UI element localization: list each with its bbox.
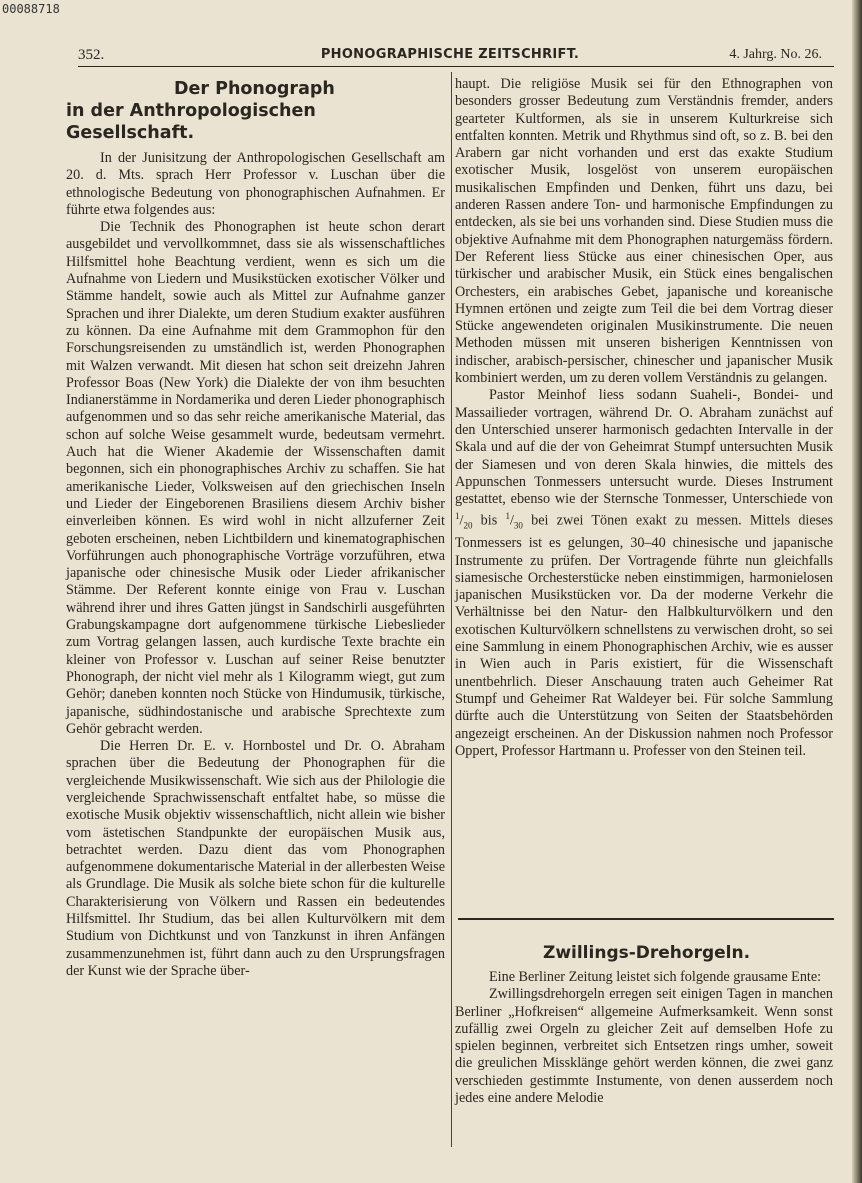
left-column [66, 78, 445, 980]
article1-paragraph-technik: Die Technik des Phonographen ist heute schon derart ausgebildet und vervollkommnet, dass sie als wissenschaftliches Hilfsmittel hohe Beachtung verdient, wenn es sich um die Aufnahme von Liedern und Musikstücken exotischer Völker und Stämme handelt, sowie auch als Mittel zur Aufnahme ganzer Sprachen und ihrer Dialekte, um deren Studium exakter ausführen zu können. Da eine Aufnahme mit dem Grammophon für den Forschungsreisenden zu umständlich ist, werden Phonographen mit Walzen verwandt. Mit diesen hat schon seit dreizehn Jahren Professor Boas (New York) die Dialekte der von ihm besuchten Indianerstämme in Nordamerika und deren Lieder phonographisch aufgenommen und so das sehr reiche amerikanische Material, das schon auf solche Weise gesammelt wurde, bedeutsam vermehrt. Auch hat die Wiener Akademie der Wissenschaften damit begonnen, sich ein phonographisches Archiv zu schaffen. Sie hat amerikanische Lieder, Volksweisen auf den griechischen Inseln und Lieder der Eingeborenen Brasiliens diesem Archiv bisher einverleiben können. Es wird wohl in nicht allzuferner Zeit geboten erscheinen, neben Lichtbildern und kinematographischen Vorführungen auch phonographische Vorträge vorzuführen, etwa japanische oder chinesische Musik oder Lieder afrikanischer Stämme. Der Referent konnte einige von Frau v. Luschan während ihrer und ihres Gatten jüngst in Sandschirli ausgeführten Grabungskampagne dort aufgenommene türkische Liebeslieder zum Vortrag gelangen lassen, auch kurdische Texte brachte ein kleiner von Professor v. Luschan auf seiner Reise benutzter Phonograph, der nicht viel mehr als 1 Kilogramm wiegt, gut zum Gehör; daneben konnten noch Stücke von Hindumusik, türkische, japanische, südhindostanische und arabische Sprechtexte zum Gehör gebracht werden. [66, 219, 445, 737]
header-rule [78, 66, 834, 67]
page-number: 352. [78, 47, 105, 63]
fraction1-numerator: 1 [455, 511, 460, 522]
fraction2-denominator: 30 [513, 520, 523, 531]
page-edge [852, 0, 862, 1183]
article1-paragraph-hornbostel: Die Herren Dr. E. v. Hornbostel und Dr. O. Abraham sprachen über die Bedeutung der Phonographen für die vergleichende Musikwissenschaft. Wie sich aus der Philologie die vergleichende Sprachwissenschaft entfaltet habe, so müsse die exotische Musik objektiv wissenschaftlich, nicht allein wie bisher vom ästetischen Standpunkte der europäischen Musik aus, betrachtet werden. Dazu dient das vom Phonographen aufgenommene dokumentarische Material in der allerbesten Weise als Grundlage. Die Musik als solche biete schon für die kulturelle Charakterisierung von Völkern und Rassen ein bedeutendes Hilfsmittel. Ihr Studium, das bei allen Kulturvölkern mit dem Studium von Dichtkunst und von Tanzkunst in ihren Anfängen zusammenzunehmen ist, führt dann auch zu den Ursprungsfragen der Kunst wie der Sprache über- [66, 738, 445, 979]
right-column [455, 76, 833, 760]
article2-separator [458, 918, 834, 920]
article1-paragraph-meinhof: Pastor Meinhof liess sodann Suaheli-, Bondei- und Massailieder vortragen, während Dr. O. Abraham zunächst auf den Unterschied unserer harmonisch gedachten Intervalle in der Skala und auf die der von Geheimrat Stumpf untersuchten Musik der Siamesen und von deren Skala hinwies, die mittels des Appunschen Tonmessers untersucht wurde. Dieses Instrument gestattet, ebenso wie der Sternsche Tonmesser, Unterschiede von $^1/_{20}$ bis $^1/_{30}$ bei zwei Tönen exakt zu messen. Mittels dieses Tonmessers ist es gelungen, 30–40 chinesische und japanische Instrumente zu prüfen. Der Vortragende führte nun gleichfalls siamesische Orchesterstücke neben einstimmigen, harmonielosen japanischen Musikstücken vor. Da der moderne Verkehr die Verhältnisse bei den Natur- den Halbkulturvölkern und den exotischen Kulturvölkern schnellstens zu verwischen droht, so sei eine Sammlung in einem Phonographischen Archiv, wie es ausser in Wien auch in Paris existiert, für die Wissenschaft unentbehrlich. Dieser Anschauung traten auch Geheimer Rat Stumpf und Geheimer Rat Waldeyer bei. Für solche Sammlung dürfte auch die Unterstützung von Seiten der Staatsbehörden angezeigt erscheinen. An der Diskussion nahmen noch Professor Oppert, Professor Hartmann u. Professer von den Steinen teil. [455, 387, 833, 759]
article1-title-line2: in der Anthropologischen Gesellschaft. [66, 101, 316, 143]
article1-paragraph-intro: In der Junisitzung der Anthropologischen Gesellschaft am 20. d. Mts. sprach Herr Professor v. Luschan über die ethnologische Bedeutung von phonographischen Aufnahmen. Er führte etwa folgendes aus: [66, 150, 445, 218]
article2-paragraph-intro: Eine Berliner Zeitung leistet sich folgende grausame Ente: [489, 969, 822, 985]
scan-id: 00088718 [2, 2, 60, 16]
fraction1-denominator: 20 [463, 520, 473, 531]
article2-paragraph-body: Zwillingsdrehorgeln erregen seit einigen Tagen in manchen Berliner „Hofkreisen“ allgemeine Aufmerksamkeit. Wenn sonst zufällig zwei Orgeln zu gleicher Zeit auf demselben Hofe zu spielen beginnen, verbreitet sich Entsetzen rings umher, soweit die greulichen Missklänge gehört werden können, die zwei ganz verschieden gestimmte Instumente, von denen ausserdem noch jedes eine andere Melodie [455, 986, 833, 1107]
issue-number: 4. Jahrg. No. 26. [729, 47, 822, 62]
article2-title: Zwillings-Drehorgeln. [543, 943, 751, 963]
page-header [78, 47, 822, 67]
fraction2-numerator: 1 [505, 511, 510, 522]
column-divider [451, 72, 452, 1147]
journal-title: PHONOGRAPHISCHE ZEITSCHRIFT. [320, 47, 580, 62]
article1-paragraph-continued: haupt. Die religiöse Musik sei für den Ethnographen von besonders grosser Bedeutung zum Verständnis fremder, anders gearteter Kultformen, als sie in unserem Kulturkreise sich entfalten konnten. Metrik und Rhythmus sind oft, so z. B. bei den Arabern gar nicht vorhanden und erst das exakte Studium exotischer Musik, losgelöst von unserem europäischen musikalischen Empfinden und Denken, führt uns dazu, bei anderen Rassen andere Ton- und harmonische Empfindungen zu entdecken, als sie bei uns vorhanden sind. Diese Studien muss die objektive Aufnahme mit dem Phonographen naturgemäss fördern. Der Referent liess Stücke aus einer chinesischen Oper, aus türkischer und arabischer Musik, ein Stück eines bengalischen Orchesters, ein arabisches Gebet, japanische und koreanische Hymnen ertönen und zeigte zum Teil die bei dem Vortrag dieser Stücke angewendeten originalen Musikinstrumente. Die neuen Methoden müssen mit unseren bisherigen Kenntnissen von indischer, arabisch-persischer, chinescher und japanischer Musik kombiniert werden, um zu deren vollem Verständnis zu gelangen. [455, 76, 833, 387]
article2 [455, 941, 833, 1107]
article1-title-line1: Der Phonograph [174, 79, 335, 99]
